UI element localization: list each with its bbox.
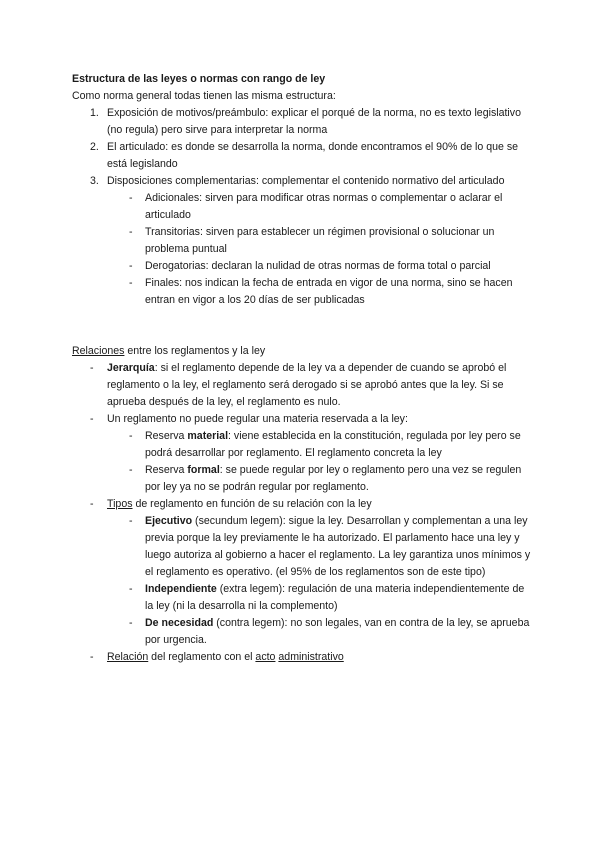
sub-list-text: Derogatorias: declaran la nulidad de otras normas de forma total o parcial <box>145 260 491 272</box>
intro-text: Como norma general todas tienen las misma estructura: <box>72 90 336 102</box>
relacion-underlined: Relación <box>107 651 149 663</box>
tipos-underlined: Tipos <box>107 498 133 510</box>
formal-text: : se puede regular por ley o reglamento pero una vez se regulen por ley ya no se podrán regular por reglamento. <box>145 464 522 493</box>
dash-bullet: - <box>129 430 133 442</box>
sub-list-item <box>72 581 532 615</box>
dash-bullet: - <box>129 260 133 272</box>
list-number: 2. <box>90 141 99 153</box>
jerarquia-text: : si el reglamento depende de la ley va a depender de cuando se aprobó el reglamento o la ley, el reglamento será derogado si se aprobó antes que la ley. Si se aprueba después de la ley, el reglamento es nulo. <box>107 362 507 408</box>
list-text: Exposición de motivos/preámbulo: explicar el porqué de la norma, no es texto legislativo (no regula) pero sirve para interpretar la norma <box>107 107 521 136</box>
list-item <box>72 649 532 666</box>
material-text: : viene establecida en la constitución, regulada por ley pero se podrá desarrollar por reglamento. El reglamento concreta la ley <box>145 430 521 459</box>
necesidad-text: (contra legem): no son legales, van en contra de la ley, se aprueba por urgencia. <box>145 617 530 646</box>
dash-bullet: - <box>129 617 133 629</box>
dash-bullet: - <box>90 651 94 663</box>
dash-bullet: - <box>129 277 133 289</box>
formal-term: formal <box>187 464 220 476</box>
jerarquia-term: Jerarquía <box>107 362 155 374</box>
sub-list-item <box>72 513 532 581</box>
sub-list-text: Adicionales: sirven para modificar otras normas o complementar o aclarar el articulado <box>145 192 503 221</box>
dash-bullet: - <box>129 226 133 238</box>
acto-underlined: acto <box>255 651 276 663</box>
ejecutivo-term: Ejecutivo <box>145 515 193 527</box>
administrativo-underlined: administrativo <box>278 651 344 663</box>
relations-heading <box>72 343 532 360</box>
dash-bullet: - <box>90 362 94 374</box>
sub-list-item <box>72 428 532 462</box>
material-term: material <box>187 430 229 442</box>
dash-bullet: - <box>129 192 133 204</box>
section-heading: Estructura de las leyes o normas con rango de ley <box>72 73 326 85</box>
list-item <box>72 411 532 428</box>
dash-bullet: - <box>129 583 133 595</box>
sub-list-item <box>72 462 532 496</box>
sub-list-item <box>72 258 532 275</box>
sub-list-item <box>72 275 532 309</box>
sub-list-text: Finales: nos indican la fecha de entrada en vigor de una norma, sino se hacen entran en vigor a los 20 días de ser publicadas <box>145 277 513 306</box>
list-text: El articulado: es donde se desarrolla la norma, donde encontramos el 90% de lo que se está legislando <box>107 141 519 170</box>
formal-prefix: Reserva <box>145 464 188 476</box>
sub-list-item <box>72 615 532 649</box>
independiente-text: (extra legem): regulación de una materia independientemente de la ley (ni la desarrolla ni la complemento) <box>145 583 525 612</box>
list-item <box>72 173 532 190</box>
list-item <box>72 360 532 411</box>
material-prefix: Reserva <box>145 430 188 442</box>
sub-list-item <box>72 224 532 258</box>
list-item <box>72 139 532 173</box>
relacion-text: del reglamento con el <box>148 651 256 663</box>
list-number: 3. <box>90 175 99 187</box>
list-item <box>72 496 532 513</box>
relations-heading-rest: entre los reglamentos y la ley <box>124 345 266 357</box>
list-item <box>72 105 532 139</box>
dash-bullet: - <box>90 413 94 425</box>
sub-list-item <box>72 190 532 224</box>
spacer <box>72 309 532 326</box>
tipos-text: de reglamento en función de su relación con la ley <box>132 498 372 510</box>
dash-bullet: - <box>129 515 133 527</box>
dash-bullet: - <box>129 464 133 476</box>
reserved-text: Un reglamento no puede regular una materia reservada a la ley: <box>107 413 408 425</box>
sub-list-text: Transitorias: sirven para establecer un régimen provisional o solucionar un problema puntual <box>145 226 495 255</box>
necesidad-term: De necesidad <box>145 617 214 629</box>
spacer <box>72 326 532 343</box>
list-number: 1. <box>90 107 99 119</box>
list-text: Disposiciones complementarias: complementar el contenido normativo del articulado <box>107 175 505 187</box>
document-page <box>72 71 532 666</box>
dash-bullet: - <box>90 498 94 510</box>
relations-heading-underlined: Relaciones <box>72 345 125 357</box>
ejecutivo-text: (secundum legem): sigue la ley. Desarrollan y complementan a una ley previa porque la ley previamente le ha autorizado. El parlamento hace una ley y luego autoriza al gobierno a hacer el reglamento. La ley garantiza unos mínimos y el reglamento es operativo. (el 95% de los reglamentos son de este tipo) <box>145 515 531 578</box>
independiente-term: Independiente <box>145 583 217 595</box>
